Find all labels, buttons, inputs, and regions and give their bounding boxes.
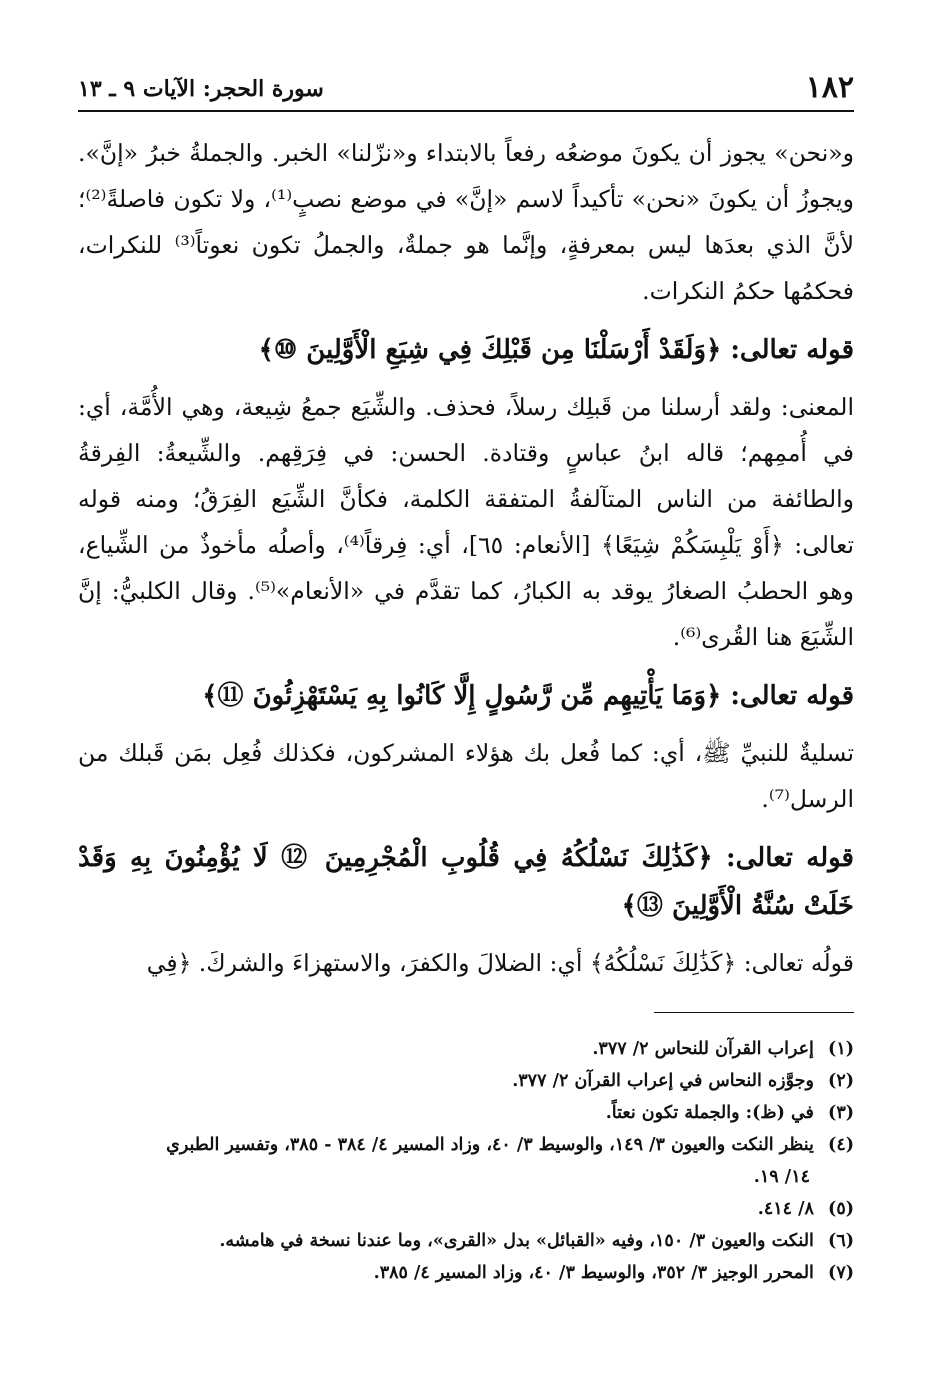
- footnote-7: [78, 1257, 854, 1289]
- footnote-number: (٦): [828, 1231, 854, 1251]
- verse-label: قوله تعالى:: [730, 681, 854, 711]
- quran-verse: ﴿كَذَٰلِكَ نَسْلُكُهُ فِي قُلُوبِ الْمُجْرِمِينَ ⑫ لَا يُؤْمِنُونَ بِهِ وَقَدْ خَلَتْ سُنَّةُ الْأَوَّلِينَ ⑬﴾: [78, 843, 854, 921]
- footnote-text: النكت والعيون ٣/ ١٥٠، وفيه «القبائل» بدل «القرى»، وما عندنا نسخة في هامشه.: [219, 1231, 814, 1251]
- verse-heading-11: [78, 672, 854, 720]
- footnote-text: إعراب القرآن للنحاس ٢/ ٣٧٧.: [592, 1039, 814, 1059]
- footnote-3: [78, 1097, 854, 1129]
- footnote-2: [78, 1065, 854, 1097]
- footnote-text: ٨/ ٤١٤.: [757, 1199, 814, 1219]
- footnote-divider: [654, 1012, 854, 1013]
- footnote-number: (٤): [828, 1135, 854, 1155]
- verse-label: قوله تعالى:: [726, 843, 854, 873]
- footnote-number: (٢): [828, 1071, 854, 1091]
- running-title: سورة الحجر: الآيات ٩ ـ ١٣: [78, 76, 324, 102]
- verse-heading-10: [78, 326, 854, 374]
- paragraph-4: قولُه تعالى: ﴿كَذَٰلِكَ نَسْلُكُهُ﴾ أي: الضلالَ والكفرَ، والاستهزاءَ والشركَ. ﴿فِي: [146, 949, 854, 977]
- book-page: [78, 62, 854, 1362]
- footnote-text: المحرر الوجيز ٣/ ٣٥٢، والوسيط ٣/ ٤٠، وزاد المسير ٤/ ٣٨٥.: [373, 1263, 814, 1283]
- footnote-text: وجوَّزه النحاس في إعراب القرآن ٢/ ٣٧٧.: [512, 1071, 814, 1091]
- footnote-1: [78, 1033, 854, 1065]
- paragraph-1: و«نحن» يجوز أن يكونَ موضعُه رفعاً بالابتداء و«نزّلنا» الخبر. والجملةُ خبرُ «إنَّ». ويجوزُ أن يكونَ «نحن» تأكيداً لاسم «إنَّ» في موضع نصبٍ⁽¹⁾، ولا تكون فاصلةً⁽²⁾؛ لأنَّ الذي بعدَها ليس بمعرفةٍ، وإنَّما هو جملةٌ، والجملُ تكون نعوتاً⁽³⁾ للنكرات، فحكمُها حكمُ النكرات.: [78, 139, 854, 305]
- quran-verse: ﴿وَلَقَدْ أَرْسَلْنَا مِن قَبْلِكَ فِي شِيَعِ الْأَوَّلِينَ ⑩﴾: [258, 335, 722, 365]
- quran-verse: ﴿وَمَا يَأْتِيهِم مِّن رَّسُولٍ إِلَّا كَانُوا بِهِ يَسْتَهْزِئُونَ ⑪﴾: [202, 681, 722, 711]
- footnotes: [78, 1033, 854, 1289]
- footnote-5: [78, 1193, 854, 1225]
- footnote-text: ينظر النكت والعيون ٣/ ١٤٩، والوسيط ٣/ ٤٠، وزاد المسير ٤/ ٣٨٤ - ٣٨٥، وتفسير الطبري: [166, 1135, 814, 1155]
- footnote-number: (٧): [828, 1263, 854, 1283]
- footnote-number: (١): [828, 1039, 854, 1059]
- footnote-text: في (ظ): والجملة تكون نعتاً.: [605, 1103, 814, 1123]
- footnote-4: [78, 1129, 854, 1161]
- page-header: [78, 62, 854, 112]
- main-text: [78, 130, 854, 986]
- footnote-6: [78, 1225, 854, 1257]
- footnote-number: (٥): [828, 1199, 854, 1219]
- verse-label: قوله تعالى:: [730, 335, 854, 365]
- paragraph-2: المعنى: ولقد أرسلنا من قَبلِك رسلاً، فحذف. والشِّيَع جمعُ شِيعة، وهي الأُمَّة، أي: في أُممِهم؛ قاله ابنُ عباسٍ وقتادة. الحسن: في فِرَقِهم. والشِّيعةُ: الفِرقةُ والطائفة من الناس المتآلفةُ المتفقة الكلمة، فكأنَّ الشِّيَع الفِرَقُ؛ ومنه قوله تعالى: ﴿أَوْ يَلْبِسَكُمْ شِيَعًا﴾ [الأنعام: ٦٥]، أي: فِرقاً⁽⁴⁾، وأصلُه مأخوذٌ من الشِّياع، وهو الحطبُ الصغارُ يوقد به الكبارُ، كما تقدَّم في «الأنعام»⁽⁵⁾. وقال الكلبيُّ: إنَّ الشِّيَعَ هنا القُرى⁽⁶⁾.: [78, 393, 854, 651]
- footnote-number: (٣): [828, 1103, 854, 1123]
- verse-heading-12-13: [78, 834, 854, 930]
- page-number: ١٨٢: [805, 70, 854, 105]
- footnote-4-continuation: ١٤/ ١٩.: [753, 1167, 810, 1187]
- paragraph-3: تسليةٌ للنبيِّ ﷺ، أي: كما فُعل بك هؤلاء المشركون، فكذلك فُعِل بمَن قَبلك من الرسل⁽⁷⁾.: [78, 739, 854, 813]
